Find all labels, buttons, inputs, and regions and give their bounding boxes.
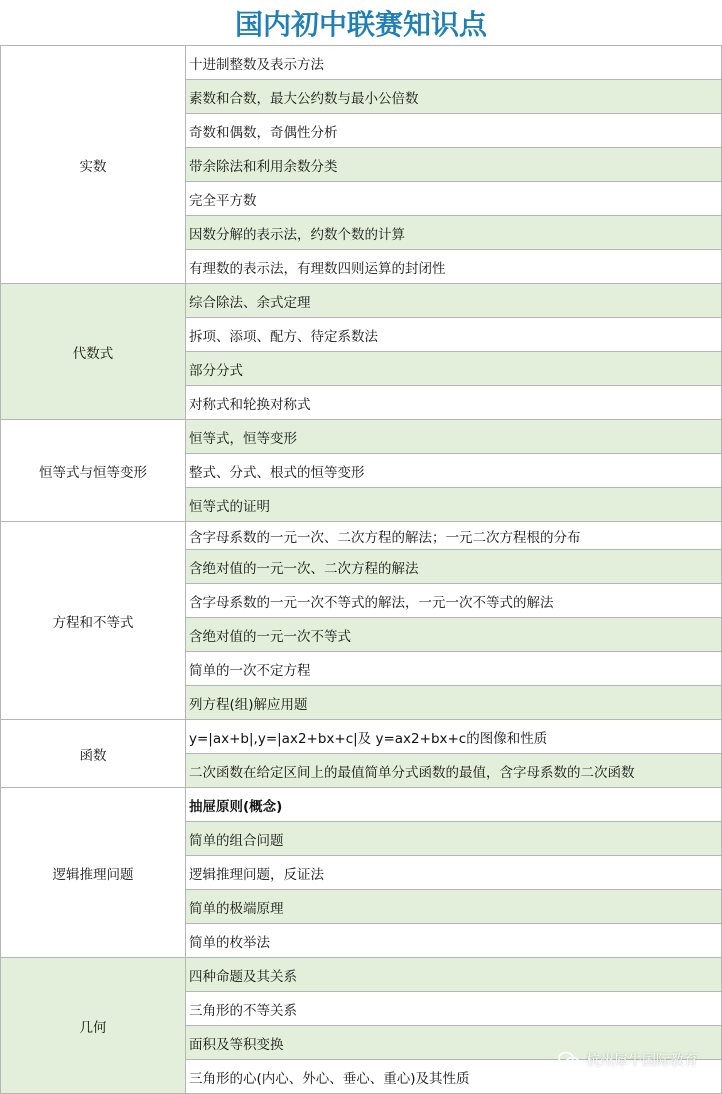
topic-cell: 简单的极端原理 <box>186 890 722 924</box>
topic-cell: 素数和合数，最大公约数与最小公倍数 <box>186 80 722 114</box>
topic-cell: 恒等式，恒等变形 <box>186 420 722 454</box>
topic-cell: 带余除法和利用余数分类 <box>186 148 722 182</box>
topic-cell: 有理数的表示法，有理数四则运算的封闭性 <box>186 250 722 284</box>
category-cell: 方程和不等式 <box>1 522 186 720</box>
page-title: 国内初中联赛知识点 <box>234 7 487 41</box>
topic-cell: 含绝对值的一元一次不等式 <box>186 618 722 652</box>
watermark-text: 杭州犀牛国际教育 <box>586 1053 698 1069</box>
topic-cell: 抽屉原则(概念) <box>186 788 722 822</box>
category-cell: 逻辑推理问题 <box>1 788 186 958</box>
topic-cell: y=|ax+b|,y=|ax2+bx+c|及 y=ax2+bx+c的图像和性质 <box>186 720 722 754</box>
topic-cell: 因数分解的表示法，约数个数的计算 <box>186 216 722 250</box>
topic-cell: 部分分式 <box>186 352 722 386</box>
category-cell: 实数 <box>1 46 186 284</box>
topic-cell: 简单的组合问题 <box>186 822 722 856</box>
topic-cell: 简单的枚举法 <box>186 924 722 958</box>
topic-cell: 逻辑推理问题，反证法 <box>186 856 722 890</box>
topic-cell: 面积及等积变换 <box>186 1026 722 1060</box>
topic-cell: 含字母系数的一元一次不等式的解法，一元一次不等式的解法 <box>186 584 722 618</box>
topic-cell: 四种命题及其关系 <box>186 958 722 992</box>
category-cell: 恒等式与恒等变形 <box>1 420 186 522</box>
category-cell: 几何 <box>1 958 186 1094</box>
table-row <box>1 46 722 80</box>
topic-cell: 拆项、添项、配方、待定系数法 <box>186 318 722 352</box>
topic-cell: 完全平方数 <box>186 182 722 216</box>
topic-cell: 恒等式的证明 <box>186 488 722 522</box>
table-row <box>1 522 722 550</box>
knowledge-table <box>0 45 722 1094</box>
topic-cell: 含绝对值的一元一次、二次方程的解法 <box>186 550 722 584</box>
category-cell: 函数 <box>1 720 186 788</box>
topic-cell: 列方程(组)解应用题 <box>186 686 722 720</box>
topic-cell: 对称式和轮换对称式 <box>186 386 722 420</box>
table-row <box>1 958 722 992</box>
topic-cell: 三角形的心(内心、外心、垂心、重心)及其性质 <box>186 1060 722 1094</box>
topic-cell: 含字母系数的一元一次、二次方程的解法；一元二次方程根的分布 <box>186 522 722 550</box>
table-row <box>1 788 722 822</box>
topic-cell: 三角形的不等关系 <box>186 992 722 1026</box>
topic-cell: 奇数和偶数，奇偶性分析 <box>186 114 722 148</box>
knowledge-table-body <box>1 46 722 1094</box>
category-cell: 代数式 <box>1 284 186 420</box>
table-row <box>1 284 722 318</box>
wechat-icon <box>558 1051 580 1069</box>
topic-cell: 整式、分式、根式的恒等变形 <box>186 454 722 488</box>
topic-cell: 十进制整数及表示方法 <box>186 46 722 80</box>
topic-cell: 简单的一次不定方程 <box>186 652 722 686</box>
topic-cell: 二次函数在给定区间上的最值简单分式函数的最值，含字母系数的二次函数 <box>186 754 722 788</box>
table-row <box>1 420 722 454</box>
watermark <box>558 1047 698 1073</box>
topic-cell: 综合除法、余式定理 <box>186 284 722 318</box>
table-row <box>1 720 722 754</box>
